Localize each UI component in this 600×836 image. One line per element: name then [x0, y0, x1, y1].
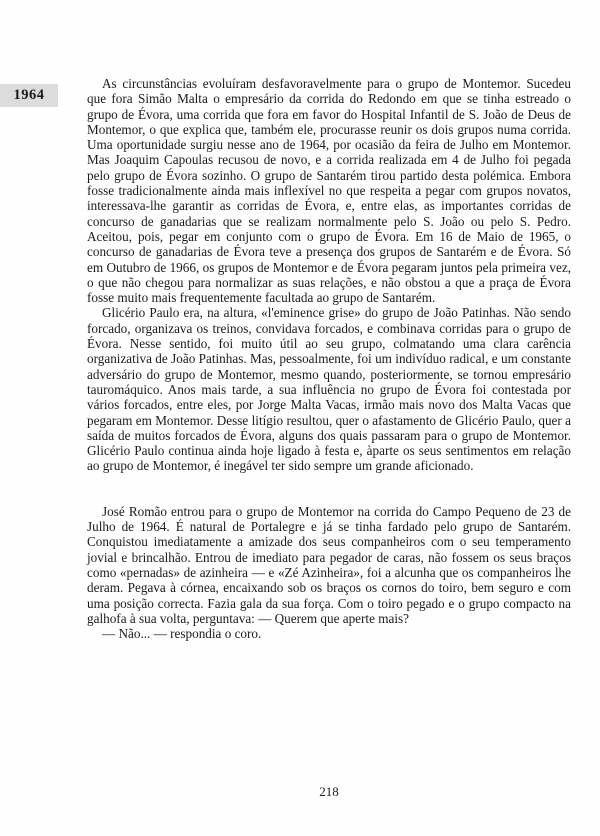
page-number: 218: [319, 784, 339, 799]
paragraph-glicerio-paulo: Glicério Paulo era, na altura, «l'eminence grise» do grupo de João Patinhas. Não sendo forcado, organizava os treinos, convidava forcados, e combinava corridas para o grupo de Évora. Nesse sentido, foi muito útil ao seu grupo, colmatando uma clara carência organizativa de João Patinhas. Mas, pessoalmente, foi um indivíduo radical, e um constante adversário do grupo de Montemor, mesmo quando, posteriormente, se tornou empresário tauromáquico. Anos mais tarde, a sua influência no grupo de Évora foi contestada por vários forcados, entre eles, por Jorge Malta Vacas, irmão mais novo dos Malta Vacas que pegaram em Montemor. Desse litígio resultou, quer o afastamento de Glicério Paulo, quer a saída de muitos forcados de Évora, alguns dos quais passaram para o grupo de Montemor. Glicério Paulo continua ainda hoje ligado à festa e, àparte os seus sentimentos em relação ao grupo de Montemor, é inegável ter sido sempre um grande aficionado.: [87, 305, 571, 474]
paragraph-dialogue-reply: — Não... — respondia o coro.: [102, 626, 262, 642]
text-column: [87, 76, 571, 641]
margin-year-label: 1964: [13, 87, 45, 103]
paragraph-circumstances-1964: As circunstâncias evoluíram desfavoravelmente para o grupo de Montemor. Sucedeu que fora Simão Malta o empresário da corrida do Redondo em que se tinha estreado o grupo de Évora, uma corrida que fora em favor do Hospital Infantil de S. João de Deus de Montemor, o que explica que, também ele, procurasse reunir os dois grupos numa corrida. Uma oportunidade surgiu nesse ano de 1964, por ocasião da feira de Julho em Montemor. Mas Joaquim Capoulas recusou de novo, e a corrida realizada em 4 de Julho foi pegada pelo grupo de Évora sozinho. O grupo de Santarém tirou partido desta polémica. Embora fosse tradicionalmente ainda mais inflexível no que respeita a pegar com grupos novatos, interessava-lhe garantir as corridas de Évora, e, entre elas, as importantes corridas de concurso de ganadarias que se realizam normalmente pelo S. João ou pelo S. Pedro. Aceitou, pois, pegar em conjunto com o grupo de Évora. Em 16 de Maio de 1965, o concurso de ganadarias de Évora teve a presença dos grupos de Santarém e de Évora. Só em Outubro de 1966, os grupos de Montemor e de Évora pegaram juntos pela primeira vez, o que não chegou para normalizar as suas relações, e não obstou a que a praça de Évora fosse muito mais frequentemente facultada ao grupo de Santarém.: [87, 76, 571, 306]
paragraph-jose-romao: José Romão entrou para o grupo de Montemor na corrida do Campo Pequeno de 23 de Julho de 1964. É natural de Portalegre e já se tinha fardado pelo grupo de Santarém. Conquistou imediatamente a amizade dos seus companheiros com o seu temperamento jovial e brincalhão. Entrou de imediato para pegador de caras, não fossem os seus braços como «pernadas» de azinheira — e «Zé Azinheira», foi a alcunha que os companheiros lhe deram. Pegava à córnea, encaixando sob os braços os cornos do toiro, bem seguro e com uma posição correcta. Fazia gala da sua força. Com o toiro pegado e o grupo compacto na galhofa à sua volta, perguntava: — Querem que aperte mais?: [87, 503, 571, 626]
margin-year-marker: [0, 84, 58, 107]
